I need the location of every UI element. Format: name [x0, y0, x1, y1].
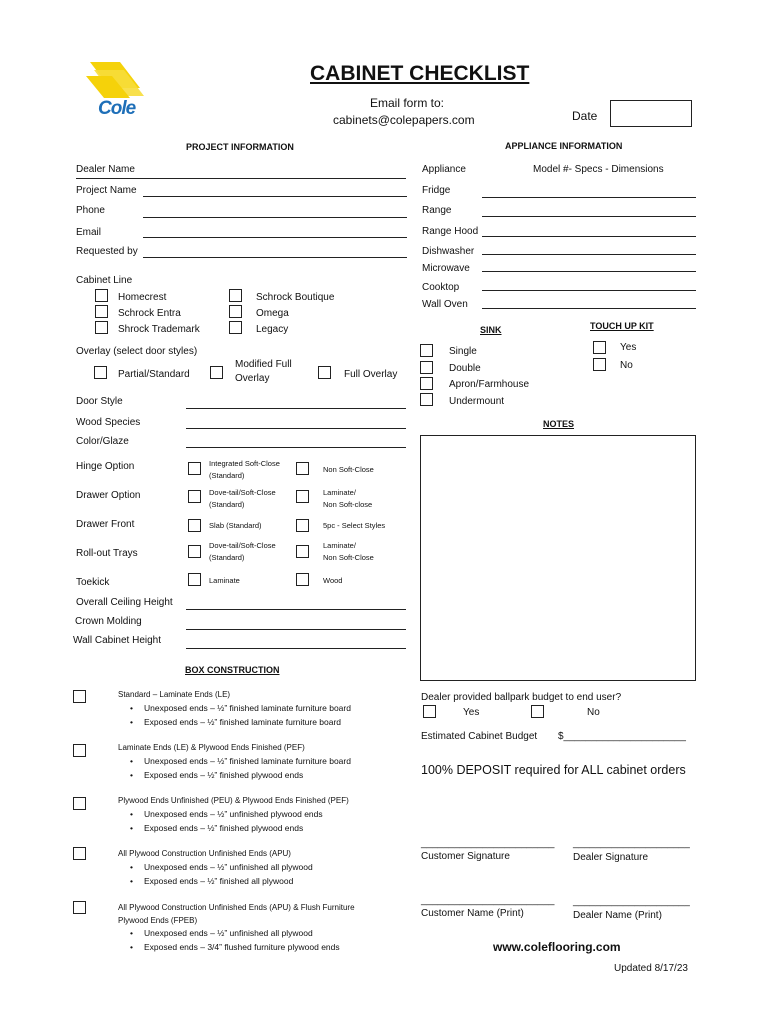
email-field[interactable]: [143, 237, 407, 238]
crown-molding-field[interactable]: [186, 629, 406, 630]
legacy-checkbox[interactable]: [229, 321, 242, 334]
email-address: cabinets@colepapers.com: [333, 113, 475, 127]
toekick-laminate-label: Laminate: [209, 576, 240, 585]
box-peu-title: Plywood Ends Unfinished (PEU) & Plywood Ends Finished (PEF): [118, 796, 349, 805]
partial-standard-label: Partial/Standard: [118, 369, 190, 380]
schrock-entra-checkbox[interactable]: [95, 305, 108, 318]
homecrest-label: Homecrest: [118, 292, 167, 303]
ceiling-height-label: Overall Ceiling Height: [76, 597, 173, 608]
box-apu-checkbox[interactable]: [73, 847, 86, 860]
modified-full-overlay-label: Modified Full Overlay: [235, 359, 292, 384]
sink-undermount-label: Undermount: [449, 396, 505, 407]
appliance-dishwasher: Dishwasher: [422, 246, 475, 257]
appliance-range-field[interactable]: [482, 216, 696, 217]
deposit-notice: 100% DEPOSIT required for ALL cabinet orders: [421, 763, 686, 777]
sink-double-checkbox[interactable]: [420, 361, 433, 374]
sink-heading: SINK: [480, 325, 502, 335]
appliance-range-hood-field[interactable]: [482, 236, 696, 237]
overlay-label: Overlay (select door styles): [76, 346, 198, 357]
appliance-dishwasher-field[interactable]: [482, 254, 696, 255]
shrock-trademark-label: Shrock Trademark: [118, 324, 200, 335]
wall-cabinet-height-label: Wall Cabinet Height: [73, 635, 162, 646]
sink-single-label: Single: [449, 346, 477, 357]
drawer-front-label: Drawer Front: [76, 519, 135, 530]
touch-up-heading: TOUCH UP KIT: [590, 321, 654, 331]
toekick-laminate-checkbox[interactable]: [188, 573, 201, 586]
wall-cabinet-height-field[interactable]: [186, 648, 406, 649]
full-overlay-label: Full Overlay: [344, 369, 398, 380]
requested-by-label: Requested by: [76, 246, 138, 257]
appliance-microwave: Microwave: [422, 263, 470, 274]
dealer-name-line[interactable]: _____________________: [573, 896, 690, 907]
touch-up-yes-checkbox[interactable]: [593, 341, 606, 354]
drawer-front-5pc-label: 5pc - Select Styles: [323, 521, 386, 530]
rollout-laminate-checkbox[interactable]: [296, 545, 309, 558]
appliance-cooktop-field[interactable]: [482, 290, 696, 291]
dealer-name-field[interactable]: [76, 178, 406, 179]
full-overlay-checkbox[interactable]: [318, 366, 331, 379]
dealer-signature-label: Dealer Signature: [573, 852, 649, 863]
appliance-range-hood: Range Hood: [422, 226, 479, 237]
box-construction-heading: BOX CONSTRUCTION: [185, 665, 280, 675]
sink-undermount-checkbox[interactable]: [420, 393, 433, 406]
appliance-microwave-field[interactable]: [482, 271, 696, 272]
budget-yes-checkbox[interactable]: [423, 705, 436, 718]
box-peu-bullet: • Exposed ends – ½” finished plywood ends: [118, 822, 323, 836]
hinge-option-label: Hinge Option: [76, 461, 135, 472]
legacy-label: Legacy: [256, 324, 289, 335]
updated-date: Updated 8/17/23: [614, 963, 688, 974]
shrock-trademark-checkbox[interactable]: [95, 321, 108, 334]
appliance-range: Range: [422, 205, 452, 216]
box-fpeb-title: All Plywood Construction Unfinished Ends (APU) & Flush Furniture Plywood Ends (FPEB): [118, 903, 355, 925]
model-col-label: Model #- Specs - Dimensions: [533, 164, 664, 175]
partial-standard-checkbox[interactable]: [94, 366, 107, 379]
box-peu-bullet: • Unexposed ends – ½” unfinished plywood ends: [118, 808, 323, 822]
dealer-signature-line[interactable]: _____________________: [573, 838, 690, 849]
requested-by-field[interactable]: [143, 257, 407, 258]
appliance-wall-oven: Wall Oven: [422, 299, 468, 310]
customer-name-line[interactable]: ________________________: [421, 895, 555, 906]
sink-single-checkbox[interactable]: [420, 344, 433, 357]
drawer-front-slab-checkbox[interactable]: [188, 519, 201, 532]
schrock-entra-label: Schrock Entra: [118, 308, 181, 319]
date-label: Date: [572, 109, 598, 123]
budget-question: Dealer provided ballpark budget to end user?: [421, 692, 622, 703]
drawer-option-label: Drawer Option: [76, 490, 141, 501]
cabinet-line-label: Cabinet Line: [76, 275, 133, 286]
cole-logo: [82, 58, 152, 122]
color-glaze-label: Color/Glaze: [76, 436, 129, 447]
box-fpeb-bullet: • Unexposed ends – ½” unfinished all plywood: [118, 927, 340, 941]
schrock-boutique-checkbox[interactable]: [229, 289, 242, 302]
ceiling-height-field[interactable]: [186, 609, 406, 610]
box-fpeb-bullet: • Exposed ends – 3/4” flushed furniture plywood ends: [118, 941, 340, 955]
email-field-label: Email: [76, 227, 102, 238]
box-apu-bullet: • Unexposed ends – ½” unfinished all plywood: [118, 861, 313, 875]
appliance-cooktop: Cooktop: [422, 282, 460, 293]
hinge-soft-close-checkbox[interactable]: [188, 462, 201, 475]
box-le-bullet: • Unexposed ends – ½” finished laminate furniture board: [118, 702, 351, 716]
appliance-wall-oven-field[interactable]: [482, 308, 696, 309]
date-field[interactable]: [610, 100, 692, 127]
rollout-trays-label: Roll-out Trays: [76, 548, 138, 559]
drawer-dovetail-checkbox[interactable]: [188, 490, 201, 503]
box-apu-title: All Plywood Construction Unfinished Ends (APU): [118, 849, 291, 858]
drawer-front-5pc-checkbox[interactable]: [296, 519, 309, 532]
customer-name-label: Customer Name (Print): [421, 908, 524, 919]
door-style-field[interactable]: [186, 408, 406, 409]
dealer-name-label: Dealer Name (Print): [573, 910, 662, 921]
appliance-fridge: Fridge: [422, 185, 451, 196]
box-pef-checkbox[interactable]: [73, 744, 86, 757]
sink-apron-label: Apron/Farmhouse: [449, 379, 530, 390]
appliance-info-heading: APPLIANCE INFORMATION: [505, 141, 623, 151]
schrock-boutique-label: Schrock Boutique: [256, 292, 335, 303]
door-style-label: Door Style: [76, 396, 123, 407]
drawer-front-slab-label: Slab (Standard): [209, 521, 262, 530]
appliance-fridge-field[interactable]: [482, 197, 696, 198]
appliance-col-label: Appliance: [422, 164, 466, 175]
omega-checkbox[interactable]: [229, 305, 242, 318]
sink-apron-checkbox[interactable]: [420, 377, 433, 390]
touch-up-no-label: No: [620, 360, 633, 371]
notes-heading: NOTES: [543, 419, 575, 429]
drawer-laminate-label: Laminate/ Non Soft-close: [323, 488, 373, 509]
box-apu-bullet: • Exposed ends – ½” finished all plywood: [118, 875, 313, 889]
box-fpeb-checkbox[interactable]: [73, 901, 86, 914]
color-glaze-field[interactable]: [186, 447, 406, 448]
toekick-wood-checkbox[interactable]: [296, 573, 309, 586]
drawer-dovetail-label: Dove-tail/Soft-Close (Standard): [209, 488, 276, 509]
rollout-laminate-label: Laminate/ Non Soft-Close: [323, 541, 374, 562]
project-info-heading: PROJECT INFORMATION: [186, 142, 294, 152]
touch-up-yes-label: Yes: [620, 342, 637, 353]
touch-up-no-checkbox[interactable]: [593, 358, 606, 371]
budget-no-checkbox[interactable]: [531, 705, 544, 718]
toekick-wood-label: Wood: [323, 576, 343, 585]
omega-label: Omega: [256, 308, 289, 319]
toekick-label: Toekick: [76, 577, 110, 588]
estimated-budget-field[interactable]: $______________________: [558, 731, 686, 742]
estimated-budget-label: Estimated Cabinet Budget: [421, 731, 538, 742]
email-label: Email form to:: [370, 96, 445, 110]
customer-signature-line[interactable]: ________________________: [421, 838, 555, 849]
wood-species-label: Wood Species: [76, 417, 141, 428]
box-peu-checkbox[interactable]: [73, 797, 86, 810]
phone-field[interactable]: [143, 217, 407, 218]
rollout-dovetail-checkbox[interactable]: [188, 545, 201, 558]
budget-no-label: No: [587, 707, 600, 718]
crown-molding-label: Crown Molding: [75, 616, 142, 627]
homecrest-checkbox[interactable]: [95, 289, 108, 302]
rollout-dovetail-label: Dove-tail/Soft-Close (Standard): [209, 541, 276, 562]
budget-yes-label: Yes: [463, 707, 480, 718]
box-pef-title: Laminate Ends (LE) & Plywood Ends Finished (PEF): [118, 743, 305, 752]
box-pef-bullet: • Unexposed ends – ½” finished laminate furniture board: [118, 755, 351, 769]
website-link[interactable]: www.coleflooring.com: [493, 940, 621, 954]
project-name-field[interactable]: [143, 196, 407, 197]
drawer-laminate-checkbox[interactable]: [296, 490, 309, 503]
box-le-title: Standard – Laminate Ends (LE): [118, 690, 231, 699]
phone-label: Phone: [76, 205, 105, 216]
wood-species-field[interactable]: [186, 428, 406, 429]
hinge-non-soft-close-checkbox[interactable]: [296, 462, 309, 475]
hinge-soft-close-label: Integrated Soft-Close (Standard): [209, 459, 280, 480]
dealer-name-label: Dealer Name: [76, 164, 135, 175]
box-le-bullet: • Exposed ends – ½” finished laminate furniture board: [118, 716, 351, 730]
sink-double-label: Double: [449, 363, 481, 374]
notes-box[interactable]: [420, 435, 696, 681]
page-title: CABINET CHECKLIST: [310, 62, 530, 85]
box-pef-bullet: • Exposed ends – ½” finished plywood ends: [118, 769, 351, 783]
hinge-non-soft-close-label: Non Soft-Close: [323, 465, 374, 474]
box-le-checkbox[interactable]: [73, 690, 86, 703]
customer-signature-label: Customer Signature: [421, 851, 510, 862]
project-name-label: Project Name: [76, 185, 137, 196]
cole-logo-text: Cole: [98, 98, 136, 119]
modified-full-overlay-checkbox[interactable]: [210, 366, 223, 379]
